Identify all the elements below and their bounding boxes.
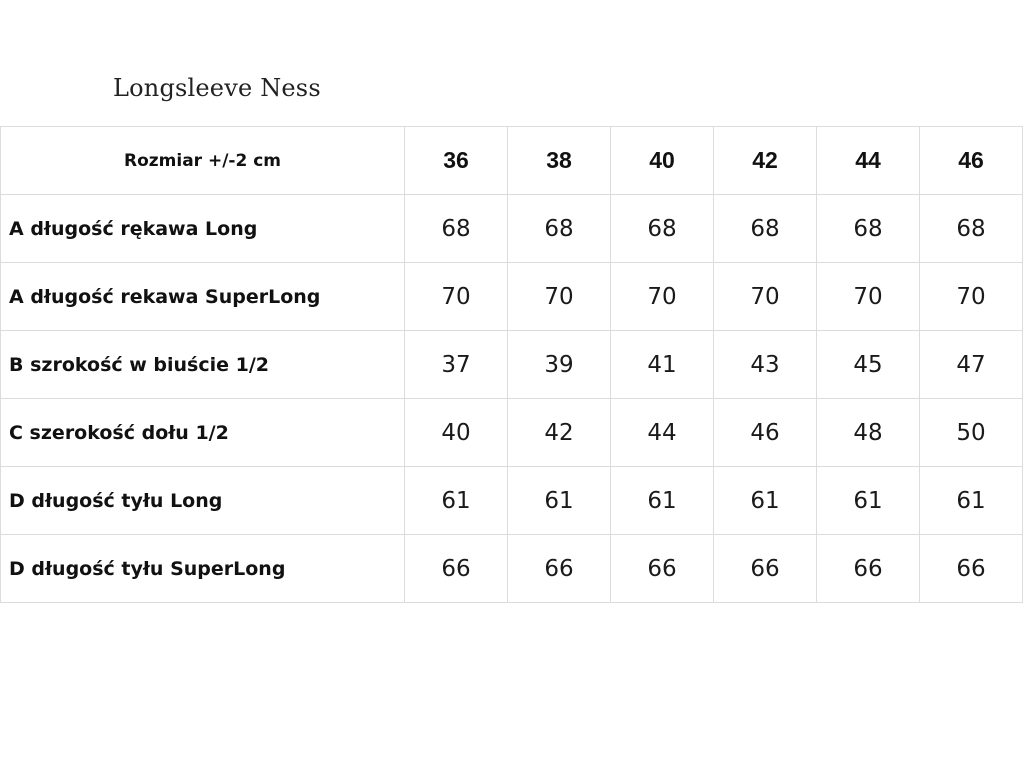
table-row: [1, 399, 1023, 467]
row-label: D długość tyłu SuperLong: [1, 535, 405, 603]
table-cell: 68: [714, 195, 817, 263]
table-cell: 70: [508, 263, 611, 331]
table-cell: 66: [611, 535, 714, 603]
table-row: [1, 467, 1023, 535]
size-header-cell: 36: [405, 127, 508, 195]
table-cell: 68: [920, 195, 1023, 263]
table-cell: 46: [714, 399, 817, 467]
table-cell: 70: [920, 263, 1023, 331]
table-cell: 44: [611, 399, 714, 467]
table-cell: 70: [405, 263, 508, 331]
table-header-row: [1, 127, 1023, 195]
row-label: A długość rekawa SuperLong: [1, 263, 405, 331]
table-cell: 68: [611, 195, 714, 263]
table-cell: 39: [508, 331, 611, 399]
table-cell: 48: [817, 399, 920, 467]
table-cell: 66: [714, 535, 817, 603]
table-cell: 70: [611, 263, 714, 331]
size-header-cell: 42: [714, 127, 817, 195]
table-cell: 66: [405, 535, 508, 603]
table-cell: 50: [920, 399, 1023, 467]
row-label: B szrokość w biuście 1/2: [1, 331, 405, 399]
table-row: [1, 263, 1023, 331]
row-label: D długość tyłu Long: [1, 467, 405, 535]
size-chart-table: [0, 126, 1023, 603]
table-cell: 70: [714, 263, 817, 331]
table-cell: 66: [817, 535, 920, 603]
table-row: [1, 331, 1023, 399]
table-cell: 61: [714, 467, 817, 535]
size-header-cell: 46: [920, 127, 1023, 195]
table-cell: 61: [920, 467, 1023, 535]
table-cell: 37: [405, 331, 508, 399]
row-label: C szerokość dołu 1/2: [1, 399, 405, 467]
table-row: [1, 195, 1023, 263]
size-header-cell: 40: [611, 127, 714, 195]
table-cell: 61: [405, 467, 508, 535]
table-row: [1, 535, 1023, 603]
table-cell: 45: [817, 331, 920, 399]
table-cell: 47: [920, 331, 1023, 399]
table-cell: 43: [714, 331, 817, 399]
table-cell: 41: [611, 331, 714, 399]
table-cell: 42: [508, 399, 611, 467]
size-header-cell: 38: [508, 127, 611, 195]
table-cell: 61: [611, 467, 714, 535]
table-cell: 66: [920, 535, 1023, 603]
table-cell: 40: [405, 399, 508, 467]
table-cell: 61: [508, 467, 611, 535]
table-cell: 70: [817, 263, 920, 331]
size-header-cell: 44: [817, 127, 920, 195]
table-cell: 68: [508, 195, 611, 263]
table-cell: 68: [817, 195, 920, 263]
table-cell: 68: [405, 195, 508, 263]
row-label: A długość rękawa Long: [1, 195, 405, 263]
size-header-label: Rozmiar +/-2 cm: [1, 127, 405, 195]
table-cell: 61: [817, 467, 920, 535]
page-title: Longsleeve Ness: [113, 74, 321, 102]
table-cell: 66: [508, 535, 611, 603]
